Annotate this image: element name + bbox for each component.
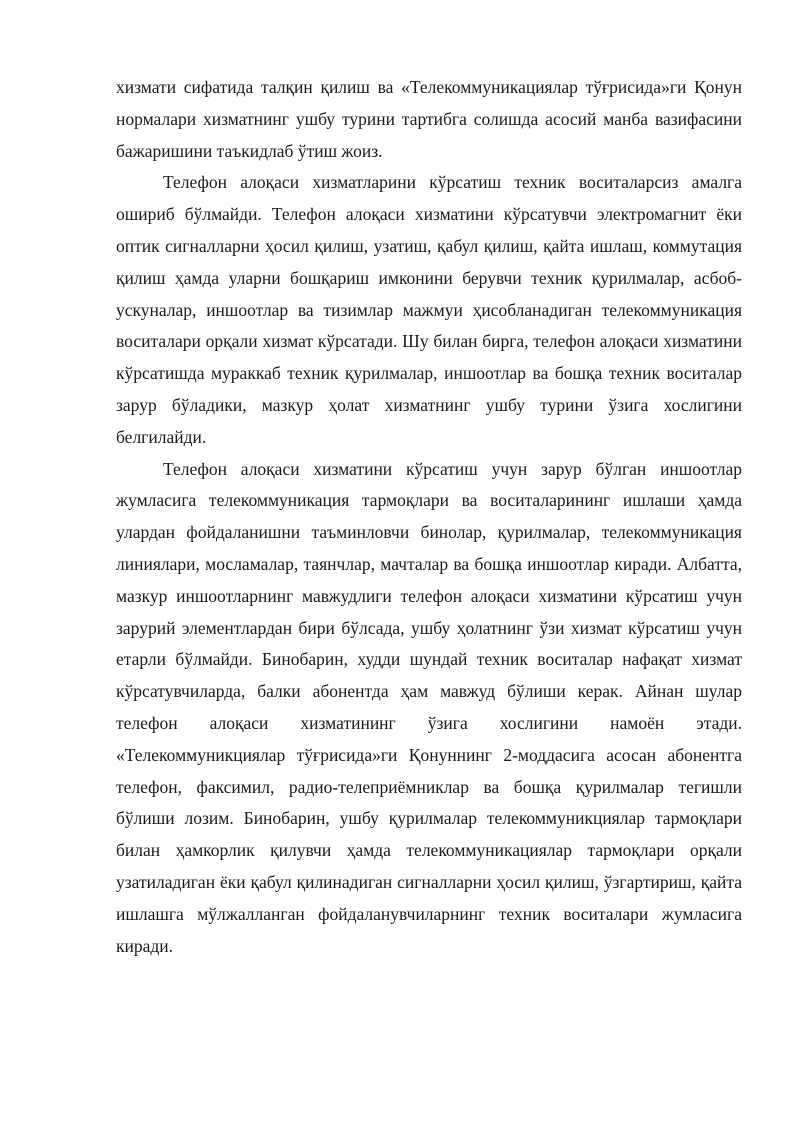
paragraph-technical-means: Телефон алоқаси хизматларини кўрсатиш техник воситаларсиз амалга ошириб бўлмайди. Телефон алоқаси хизматини кўрсатувчи электромагнит ёки оптик сигналларни ҳосил қилиш, узатиш, қабул қилиш, қайта ишлаш, коммутация қилиш ҳамда уларни бошқариш имконини берувчи техник қурилмалар, асбоб-ускуналар, иншоотлар ва тизимлар мажмуи ҳисобланадиган телекоммуникация воситалари орқали хизмат кўрсатади. Шу билан бирга, телефон алоқаси хизматини кўрсатишда мураккаб техник қурилмалар, иншоотлар ва бошқа техник воситалар зарур бўладики, мазкур ҳолат хизматнинг ушбу турини ўзига хослигини белгилайди.: [116, 172, 742, 447]
paragraph-continuation: хизмати сифатида талқин қилиш ва «Телекоммуникациялар тўғрисида»ги Қонун нормалари хизматнинг ушбу турини тартибга солишда асосий манба вазифасини бажаришини таъкидлаб ўтиш жоиз.: [116, 77, 742, 161]
document-body: [116, 72, 742, 962]
paragraph-facilities: Телефон алоқаси хизматини кўрсатиш учун зарур бўлган иншоотлар жумласига телекоммуникация тармоқлари ва воситаларининг ишлаши ҳамда улардан фойдаланишни таъминловчи бинолар, қурилмалар, телекоммуникация линиялари, мосламалар, таянчлар, мачталар ва бошқа иншоотлар киради. Албатта, мазкур иншоотларнинг мавжудлиги телефон алоқаси хизматини кўрсатиш учун зарурий элементлардан бири бўлсада, ушбу ҳолатнинг ўзи хизмат кўрсатиш учун етарли бўлмайди. Бинобарин, худди шундай техник воситалар нафақат хизмат кўрсатувчиларда, балки абонентда ҳам мавжуд бўлиши керак. Айнан шулар телефон алоқаси хизматининг ўзига хослигини намоён этади. «Телекоммуникциялар тўғрисида»ги Қонуннинг 2-моддасига асосан абонентга телефон, факсимил, радио-телеприёмниклар ва бошқа қурилмалар тегишли бўлиши лозим. Бинобарин, ушбу қурилмалар телекоммуникциялар тармоқлари билан ҳамкорлик қилувчи ҳамда телекоммуникациялар тармоқлари орқали узатиладиган ёки қабул қилинадиган сигналларни ҳосил қилиш, ўзгартириш, қайта ишлашга мўлжалланган фойдаланувчиларнинг техник воситалари жумласига киради.: [116, 458, 742, 956]
